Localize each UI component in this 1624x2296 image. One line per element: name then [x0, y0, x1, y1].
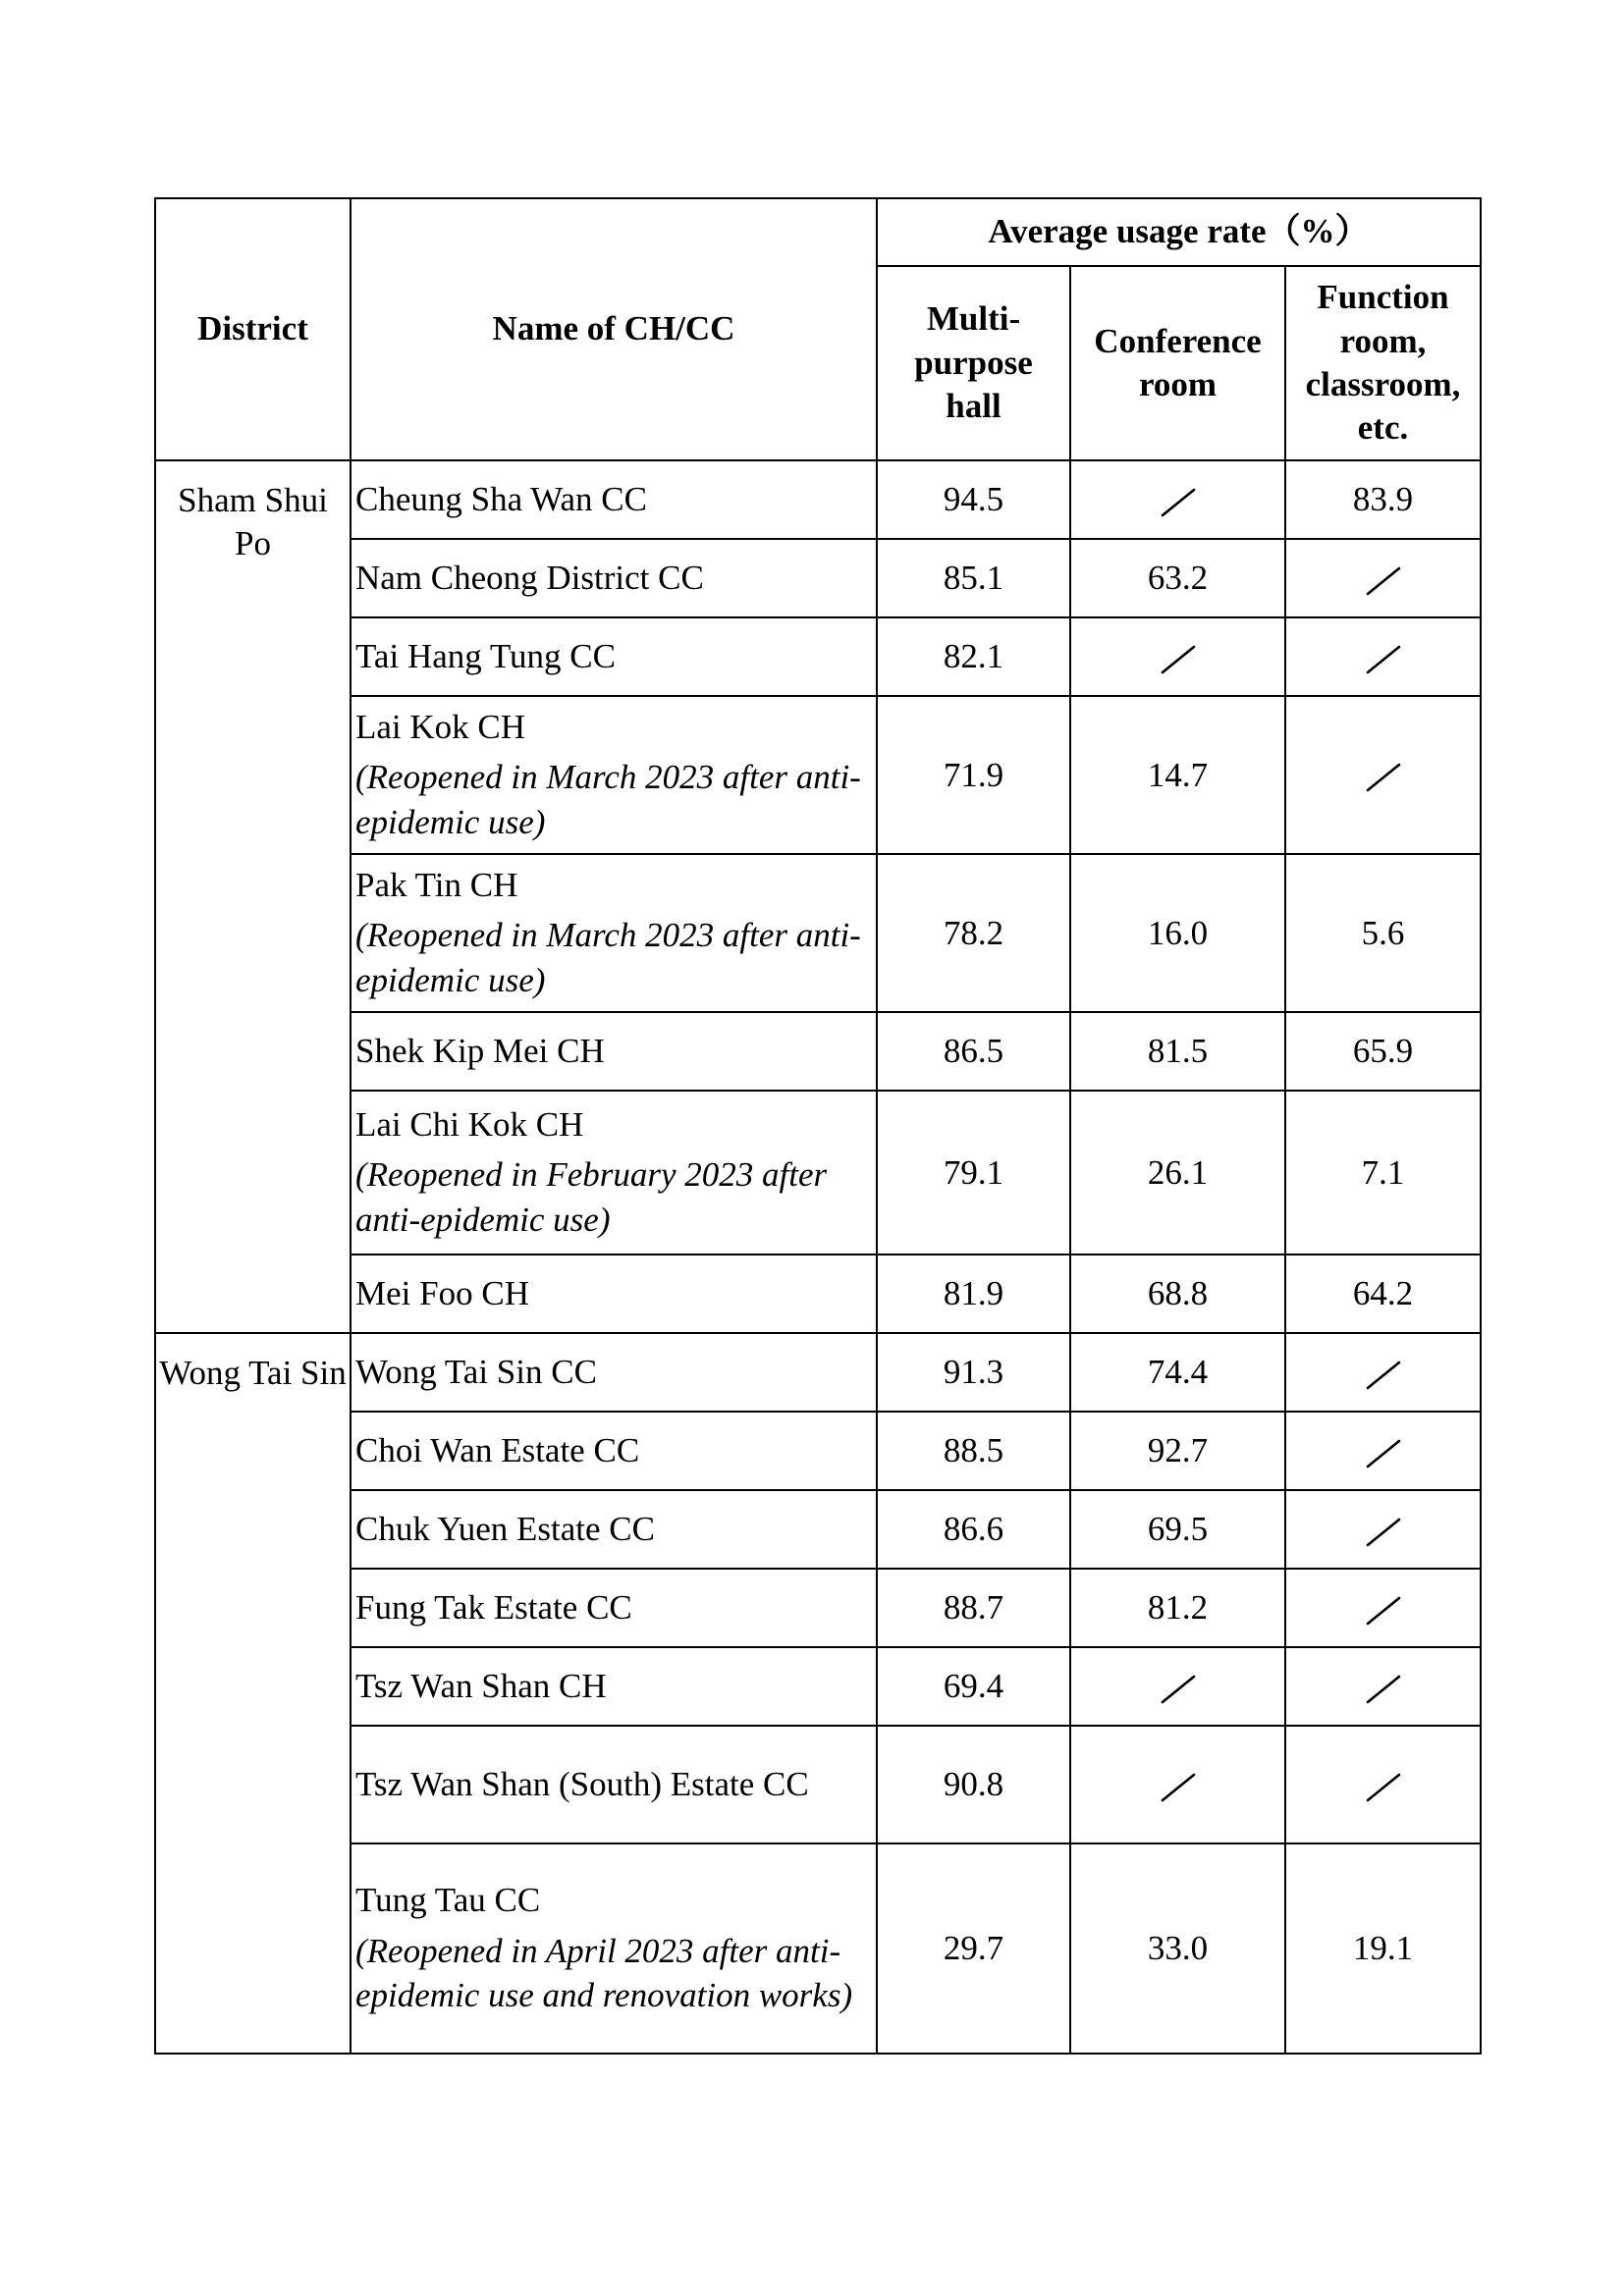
table-row [155, 1333, 1481, 1412]
conference-room-rate: 26.1 [1070, 1091, 1285, 1255]
facility-name: Lai Kok CH [355, 707, 526, 746]
facility-name: Choi Wan Estate CC [355, 1430, 640, 1469]
function-room-rate: 7.1 [1285, 1091, 1481, 1255]
function-room-not-applicable [1285, 1333, 1481, 1412]
facility-name: Lai Chi Kok CH [355, 1104, 584, 1144]
multi-purpose-hall-rate: 78.2 [877, 854, 1070, 1012]
not-applicable-slash-icon [1365, 1674, 1402, 1705]
header-multi-purpose-hall-label: Multi-purpose hall [914, 299, 1033, 426]
facility-name-cell [351, 1091, 877, 1255]
function-room-not-applicable [1285, 1647, 1481, 1726]
not-applicable-slash-icon [1365, 1360, 1402, 1391]
table-row [155, 460, 1481, 539]
conference-room-rate: 14.7 [1070, 696, 1285, 854]
multi-purpose-hall-rate: 88.7 [877, 1569, 1070, 1647]
table-row [155, 854, 1481, 1012]
facility-name: Tsz Wan Shan CH [355, 1666, 607, 1705]
facility-name-cell [351, 1569, 877, 1647]
multi-purpose-hall-rate: 91.3 [877, 1333, 1070, 1412]
conference-room-not-applicable [1070, 1726, 1285, 1843]
reopening-note: (Reopened in March 2023 after anti-epidemic use) [355, 916, 861, 999]
facility-name-cell [351, 1333, 877, 1412]
table-row [155, 696, 1481, 854]
multi-purpose-hall-rate: 86.6 [877, 1490, 1070, 1569]
conference-room-rate: 81.2 [1070, 1569, 1285, 1647]
facility-name-cell [351, 854, 877, 1012]
function-room-rate: 19.1 [1285, 1843, 1481, 2054]
conference-room-not-applicable [1070, 460, 1285, 539]
conference-room-rate: 74.4 [1070, 1333, 1285, 1412]
facility-name: Shek Kip Mei CH [355, 1031, 605, 1070]
table-body [155, 460, 1481, 2054]
multi-purpose-hall-rate: 86.5 [877, 1012, 1070, 1091]
multi-purpose-hall-rate: 82.1 [877, 617, 1070, 696]
conference-room-rate: 81.5 [1070, 1012, 1285, 1091]
header-name: Name of CH/CC [351, 198, 877, 460]
facility-name-cell [351, 539, 877, 617]
multi-purpose-hall-rate: 90.8 [877, 1726, 1070, 1843]
conference-room-not-applicable [1070, 617, 1285, 696]
multi-purpose-hall-rate: 79.1 [877, 1091, 1070, 1255]
not-applicable-slash-icon [1160, 1674, 1197, 1705]
facility-name-cell [351, 1255, 877, 1333]
multi-purpose-hall-rate: 69.4 [877, 1647, 1070, 1726]
header-conference-room-label: Conference room [1094, 321, 1262, 403]
table-row [155, 1490, 1481, 1569]
facility-name: Tsz Wan Shan (South) Estate CC [355, 1764, 809, 1803]
multi-purpose-hall-rate: 71.9 [877, 696, 1070, 854]
reopening-note: (Reopened in April 2023 after anti-epidemic use and renovation works) [355, 1931, 853, 2015]
conference-room-rate: 92.7 [1070, 1412, 1285, 1490]
function-room-not-applicable [1285, 1412, 1481, 1490]
not-applicable-slash-icon [1365, 1772, 1402, 1803]
header-district: District [155, 198, 351, 460]
facility-name-cell [351, 617, 877, 696]
conference-room-rate: 68.8 [1070, 1255, 1285, 1333]
facility-name-cell [351, 460, 877, 539]
header-average-usage-rate: Average usage rate（%） [877, 198, 1481, 266]
multi-purpose-hall-rate: 81.9 [877, 1255, 1070, 1333]
facility-name: Cheung Sha Wan CC [355, 479, 647, 518]
conference-room-rate: 69.5 [1070, 1490, 1285, 1569]
table-row [155, 539, 1481, 617]
function-room-not-applicable [1285, 1569, 1481, 1647]
facility-name: Nam Cheong District CC [355, 558, 704, 597]
facility-name-cell [351, 1647, 877, 1726]
table-row [155, 1255, 1481, 1333]
function-room-not-applicable [1285, 539, 1481, 617]
function-room-rate: 65.9 [1285, 1012, 1481, 1091]
header-conference-room [1070, 266, 1285, 460]
facility-name: Mei Foo CH [355, 1273, 529, 1312]
not-applicable-slash-icon [1160, 644, 1197, 675]
function-room-rate: 83.9 [1285, 460, 1481, 539]
multi-purpose-hall-rate: 29.7 [877, 1843, 1070, 2054]
header-function-room-label: Function room, classroom, etc. [1305, 278, 1461, 448]
district-cell: Wong Tai Sin [155, 1333, 351, 2054]
not-applicable-slash-icon [1160, 1772, 1197, 1803]
facility-name: Wong Tai Sin CC [355, 1352, 597, 1391]
facility-name-cell [351, 1012, 877, 1091]
facility-name: Pak Tin CH [355, 865, 518, 904]
multi-purpose-hall-rate: 94.5 [877, 460, 1070, 539]
not-applicable-slash-icon [1365, 1595, 1402, 1627]
not-applicable-slash-icon [1365, 1438, 1402, 1469]
multi-purpose-hall-rate: 88.5 [877, 1412, 1070, 1490]
function-room-not-applicable [1285, 1726, 1481, 1843]
conference-room-rate: 33.0 [1070, 1843, 1285, 2054]
facility-name: Fung Tak Estate CC [355, 1587, 632, 1627]
table-row [155, 1569, 1481, 1647]
header-function-room [1285, 266, 1481, 460]
conference-room-rate: 63.2 [1070, 539, 1285, 617]
facility-name-cell [351, 1843, 877, 2054]
facility-name-cell [351, 1490, 877, 1569]
facility-name: Tai Hang Tung CC [355, 636, 616, 675]
table-row [155, 1843, 1481, 2054]
table-row [155, 1647, 1481, 1726]
reopening-note: (Reopened in February 2023 after anti-epidemic use) [355, 1155, 828, 1239]
function-room-not-applicable [1285, 696, 1481, 854]
not-applicable-slash-icon [1365, 1517, 1402, 1548]
usage-rate-table [154, 197, 1482, 2055]
facility-name-cell [351, 1726, 877, 1843]
table-row [155, 1726, 1481, 1843]
function-room-not-applicable [1285, 617, 1481, 696]
facility-name: Chuk Yuen Estate CC [355, 1509, 655, 1548]
not-applicable-slash-icon [1365, 644, 1402, 675]
table-row [155, 1412, 1481, 1490]
multi-purpose-hall-rate: 85.1 [877, 539, 1070, 617]
conference-room-not-applicable [1070, 1647, 1285, 1726]
table-row [155, 1012, 1481, 1091]
function-room-rate: 5.6 [1285, 854, 1481, 1012]
conference-room-rate: 16.0 [1070, 854, 1285, 1012]
not-applicable-slash-icon [1160, 487, 1197, 518]
not-applicable-slash-icon [1365, 565, 1402, 597]
function-room-rate: 64.2 [1285, 1255, 1481, 1333]
header-multi-purpose-hall [877, 266, 1070, 460]
facility-name: Tung Tau CC [355, 1881, 541, 1920]
facility-name-cell [351, 696, 877, 854]
reopening-note: (Reopened in March 2023 after anti-epidemic use) [355, 758, 861, 841]
facility-name-cell [351, 1412, 877, 1490]
table-row [155, 617, 1481, 696]
district-cell: Sham Shui Po [155, 460, 351, 1333]
function-room-not-applicable [1285, 1490, 1481, 1569]
table-row [155, 1091, 1481, 1255]
not-applicable-slash-icon [1365, 762, 1402, 793]
